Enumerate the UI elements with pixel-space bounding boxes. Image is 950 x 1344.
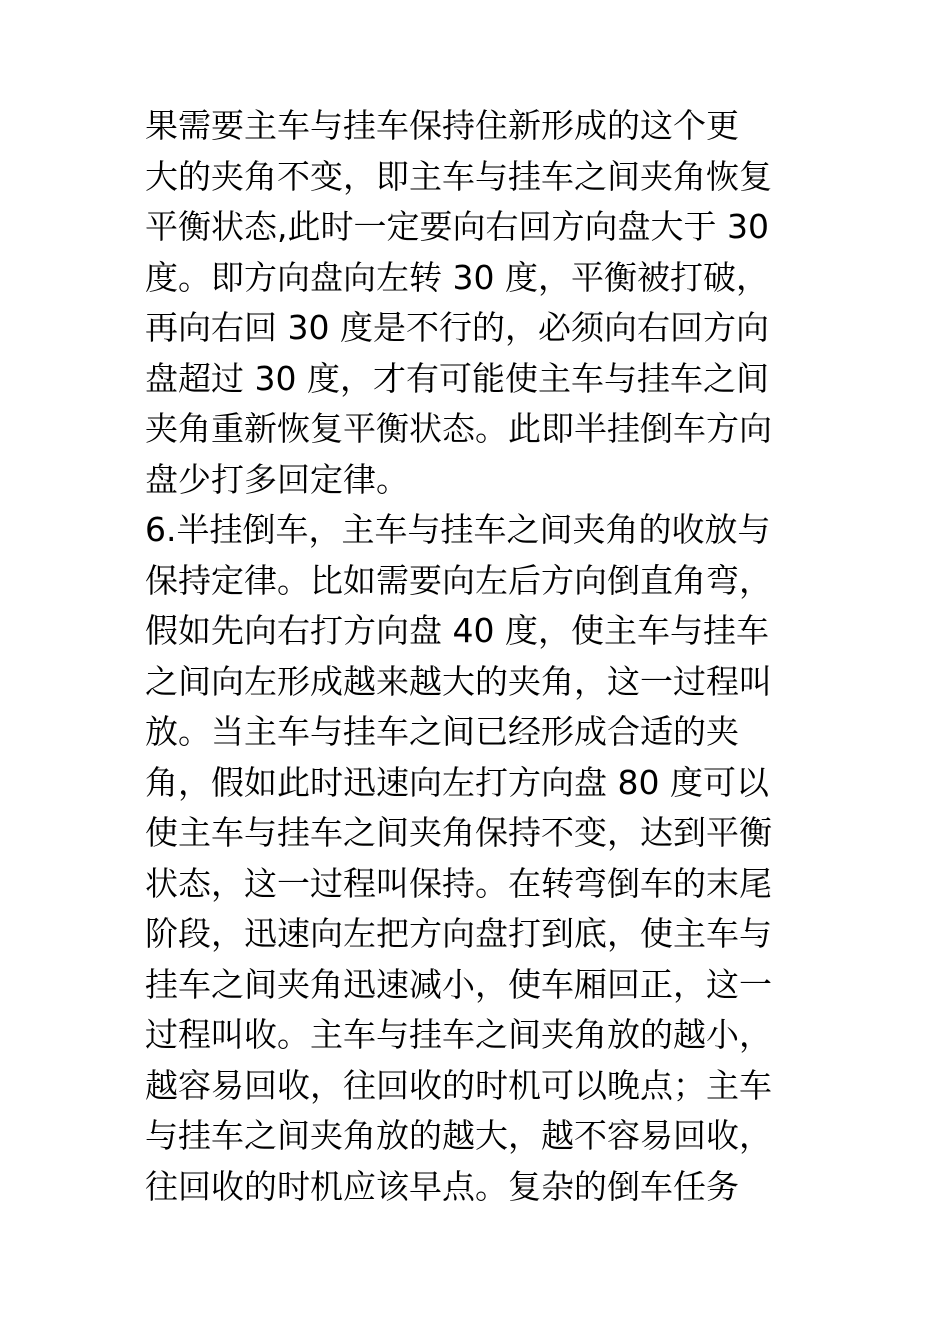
text-line: 挂车之间夹角迅速减小，使车厢回正，这一 bbox=[145, 964, 772, 1004]
text-line: 越容易回收，往回收的时机可以晚点；主车 bbox=[145, 1065, 772, 1105]
text-line: 再向右回 30 度是不行的，必须向右回方向 bbox=[145, 308, 769, 347]
text-line: 往回收的时机应该早点。复杂的倒车任务 bbox=[145, 1166, 739, 1206]
text-line: 放。当主车与挂车之间已经形成合适的夹 bbox=[145, 712, 739, 751]
text-line: 平衡状态,此时一定要向右回方向盘大于 30 bbox=[145, 207, 769, 246]
text-line: 度。即方向盘向左转 30 度，平衡被打破， bbox=[145, 257, 769, 297]
text-line: 保持定律。比如需要向左后方向倒直角弯， bbox=[145, 560, 772, 600]
text-line: 过程叫收。主车与挂车之间夹角放的越小， bbox=[145, 1015, 772, 1054]
text-line: 之间向左形成越来越大的夹角，这一过程叫 bbox=[145, 661, 772, 701]
text-line: 假如先向右打方向盘 40 度，使主车与挂车 bbox=[145, 611, 769, 650]
text-line: 盘超过 30 度，才有可能使主车与挂车之间 bbox=[145, 358, 769, 398]
text-line: 果需要主车与挂车保持住新形成的这个更 bbox=[145, 106, 739, 145]
text-line: 与挂车之间夹角放的越大，越不容易回收， bbox=[145, 1116, 772, 1155]
body-text bbox=[145, 101, 825, 1212]
text-line: 角，假如此时迅速向左打方向盘 80 度可以 bbox=[145, 762, 769, 802]
text-line: 大的夹角不变，即主车与挂车之间夹角恢复 bbox=[145, 156, 772, 196]
text-line: 使主车与挂车之间夹角保持不变，达到平衡 bbox=[145, 813, 772, 852]
text-line: 6.半挂倒车，主车与挂车之间夹角的收放与 bbox=[145, 510, 771, 549]
text-line: 阶段，迅速向左把方向盘打到底，使主车与 bbox=[145, 914, 772, 953]
text-line: 夹角重新恢复平衡状态。此即半挂倒车方向 bbox=[145, 409, 772, 448]
text-line: 盘少打多回定律。 bbox=[145, 459, 409, 499]
text-line: 状态，这一过程叫保持。在转弯倒车的末尾 bbox=[145, 863, 772, 903]
